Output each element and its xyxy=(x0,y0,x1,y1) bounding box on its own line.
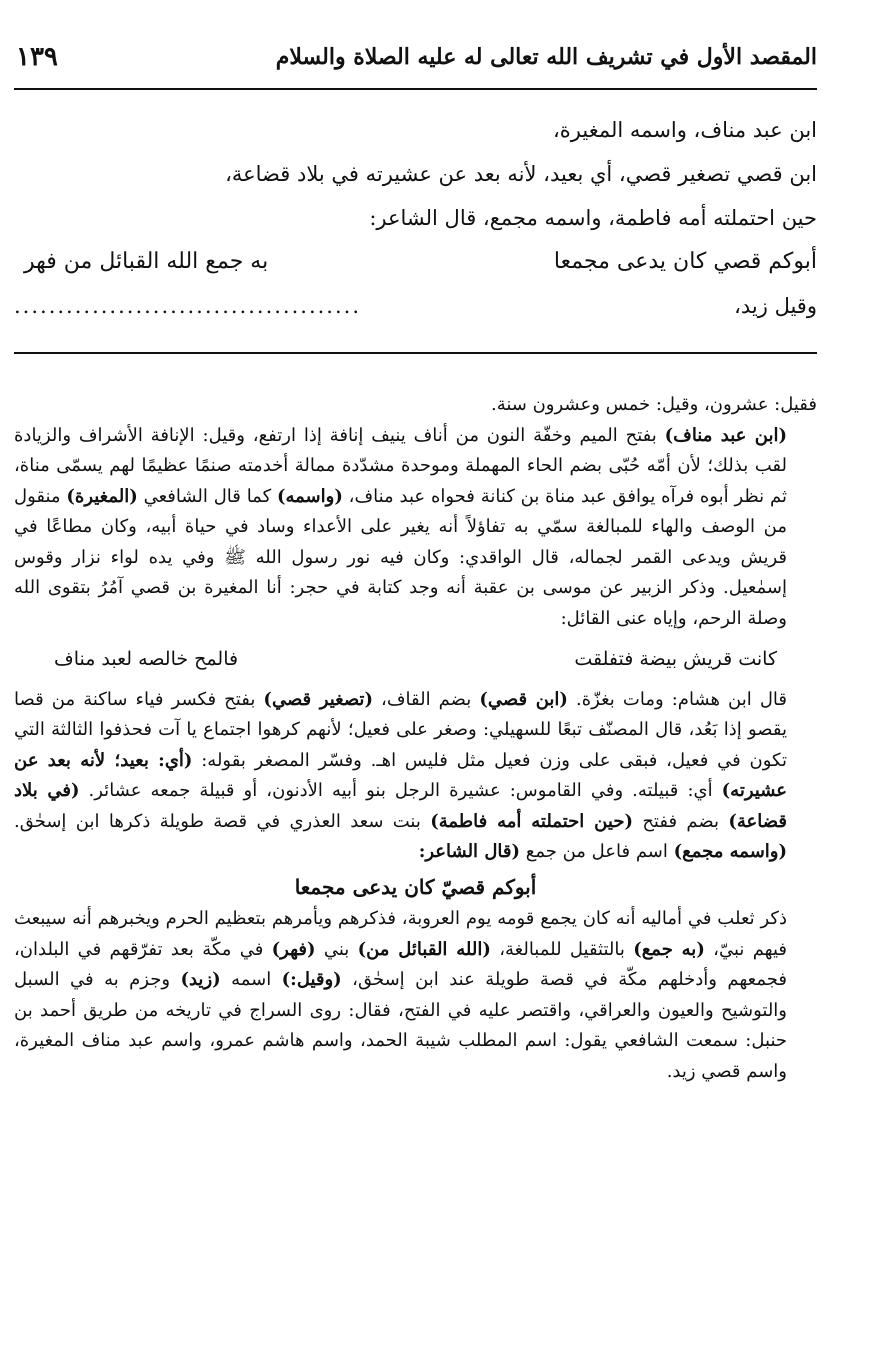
bold-lemma: (المغيرة) xyxy=(66,485,138,507)
bold-lemma: (وقيل:) xyxy=(281,969,342,990)
bold-lemma: (أي: بعيد؛ لأنه بعد عن عشيرته) xyxy=(14,749,787,801)
matn-line: ابن قصي تصغير قصي، أي بعيد، لأنه بعد عن عشيرته في بلاد قضاعة، xyxy=(225,162,817,186)
running-title: المقصد الأول في تشريف الله تعالى له عليه الصلاة والسلام xyxy=(275,44,817,70)
matn-line: حين احتملته أمه فاطمة، واسمه مجمع، قال الشاعر: xyxy=(369,206,817,230)
bold-lemma: (قال الشاعر: xyxy=(418,841,521,862)
bold-lemma: (واسمه مجمع) xyxy=(673,841,787,862)
poem-first-hemistich: أبوكم قصي كان يدعى مجمعا xyxy=(553,249,817,274)
bold-lemma: (فهر) xyxy=(271,938,316,960)
bold-lemma: (ابن عبد مناف) xyxy=(664,424,787,446)
verse-line xyxy=(54,644,777,675)
commentary-paragraph: ذكر ثعلب في أماليه أنه كان يجمع قومه يوم العروبة، فذكرهم ويأمرهم بتعظيم الحرم ويخبرهم أنه سيبعث فيهم نبيّ، (به جمع) بالتثقيل للمبالغة، (الله القبائل من) بني (فهر) في مكّة بعد تفرّقهم في البلدان، فجمعهم وأدخلهم مكّة في قصة طويلة عند ابن إسحٰق، (وقيل:) اسمه (زيد) وجزم به في السبل والتوشيح والعيون والعراقي، واقتصر عليه في الفتح، فقال: روى السراج في تاريخه من طريق أحمد بن حنبل: سمعت الشافعي يقول: اسم المطلب شيبة الحمد، واسم هاشم عمرو، واسم عبد مناف المغيرة، واسم قصي زيد. xyxy=(14,908,788,1082)
commentary-paragraph: (ابن عبد مناف) بفتح الميم وخفّة النون من أناف ينيف إنافة إذا ارتفع، وقيل: الإنافة الأشراف والزيادة لقب بذلك؛ لأن أمّه حُبّى بضم الحاء المهملة وموحدة مشدّدة ممالة أخدمته صنمًا عظيمًا لهم يسمّى مناة، ثم نظر أبوه فرآه يوافق عبد مناة بن كنانة فحواه عبد مناف، (واسمه) كما قال الشافعي (المغيرة) منقول من الوصف والهاء للمبالغة سمّي به تفاؤلاً أنه يغير على الأعداء وساد في حياة أبيه، وكان مطاعًا في قريش ويدعى القمر لجماله، قال الواقدي: وكان فيه نور رسول الله ﷺ وفي يده لواء نزار وقوس إسمٰعيل. وذكر الزبير عن موسى بن عقبة أنه وجد كتابة في حجر: أنا المغيرة بن قصي آمُرُ بتقوى الله وصلة الرحم، وإياه عنى القائل: xyxy=(14,424,788,629)
separator-rule xyxy=(14,352,817,354)
poem-line xyxy=(14,240,817,284)
bold-lemma: (واسمه) xyxy=(276,485,343,507)
page-number: ١٣٩ xyxy=(16,42,58,72)
commentary-paragraph: قال ابن هشام: ومات بغزّة. (ابن قصي) بضم القاف، (تصغير قصي) بفتح فكسر فياء ساكنة من قصا يقصو إذا بَعُد، قال المصنّف تبعًا للسهيلي: وصغر على فعيل؛ لأنهم كرهوا اجتماع يا آت فحذفوا الثالثة التي تكون في فعيل، فبقى على وزن فعيل مثل فليس اهـ. وفسّر المصغر بقوله: (أي: بعيد؛ لأنه بعد عن عشيرته) أي: قبيلته. وفي القاموس: عشيرة الرجل بنو أبيه الأدنون، أو قبيلة جمعه عشائر. (في بلاد قضاعة) بضم ففتح (حين احتملته أمه فاطمة) بنت سعد العذري في قصة طويلة ذكرها ابن إسحٰق. (واسمه مجمع) اسم فاعل من جمع (قال الشاعر: xyxy=(14,688,788,862)
matn-tail-line xyxy=(14,284,817,328)
page-header xyxy=(14,40,817,90)
bold-lemma: (الله القبائل من) xyxy=(357,938,491,960)
matn-tail: وقيل زيد، xyxy=(734,294,817,318)
commentary-text xyxy=(14,390,817,1087)
poem-second-hemistich: به جمع الله القبائل من فهر xyxy=(24,249,269,274)
verse-second-hemistich: فالمح خالصه لعبد مناف xyxy=(54,648,239,670)
bold-lemma: (زيد) xyxy=(180,969,221,990)
verse-first-hemistich: كانت قريش بيضة فتفلقت xyxy=(574,648,777,670)
commentary-paragraph: فقيل: عشرون، وقيل: خمس وعشرون سنة. xyxy=(490,394,817,415)
bold-lemma: (به جمع) xyxy=(633,938,705,960)
bold-lemma: (تصغير قصي) xyxy=(263,688,373,710)
main-text xyxy=(14,108,817,328)
ellipsis-dots: ........................................ xyxy=(14,294,362,318)
bold-lemma: (حين احتملته أمه فاطمة) xyxy=(430,810,633,832)
half-verse: أبوكم قصيّ كان يدعى مجمعا xyxy=(294,874,537,899)
matn-line: ابن عبد مناف، واسمه المغيرة، xyxy=(553,118,817,142)
bold-lemma: (ابن قصي) xyxy=(479,688,568,710)
bold-lemma: (في بلاد قضاعة) xyxy=(14,780,787,832)
